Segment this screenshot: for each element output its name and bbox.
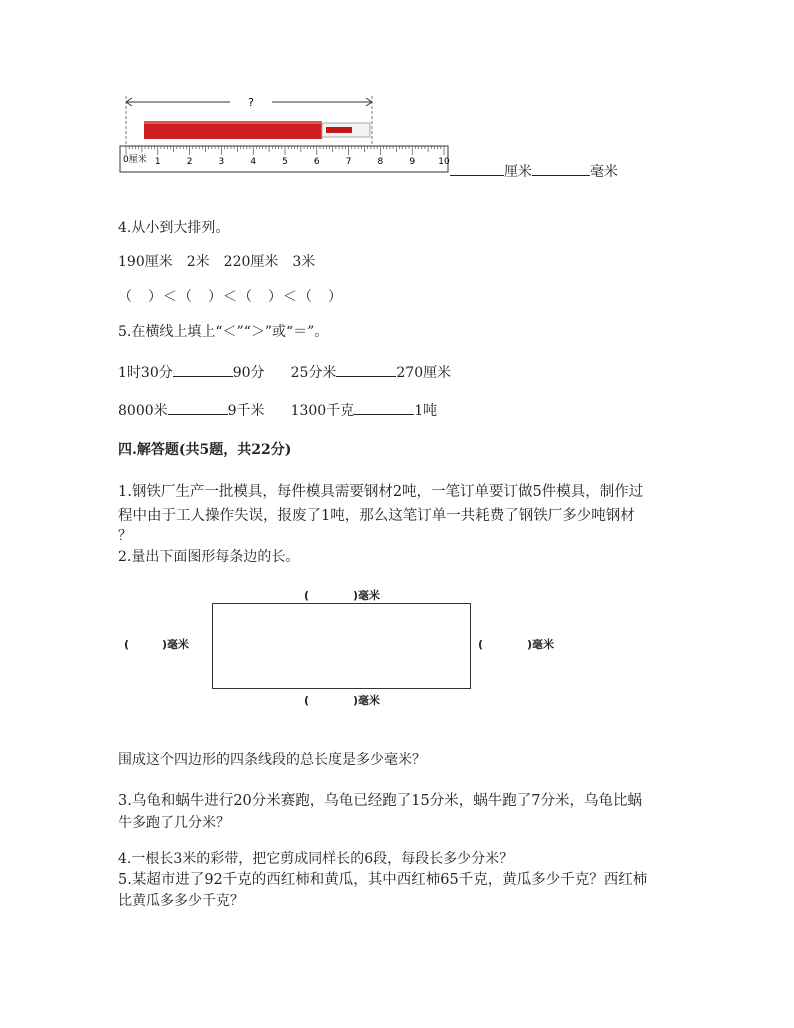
q4-order-row[interactable]: （ ）＜（ ）＜（ ）＜（ ） bbox=[118, 289, 343, 305]
ruler-tick-label: 7 bbox=[345, 157, 352, 167]
q4-item: 190厘米 bbox=[118, 254, 173, 270]
compare-blank[interactable] bbox=[173, 362, 233, 377]
q5-row1 bbox=[118, 362, 451, 382]
rect-bottom-label[interactable]: ( )毫米 bbox=[304, 694, 381, 707]
compare-right: 1吨 bbox=[414, 403, 438, 419]
ruler-zero-label: 0厘米 bbox=[123, 155, 147, 165]
ruler-tick-label: 2 bbox=[186, 157, 193, 167]
compare-left: 8000米 bbox=[118, 403, 168, 419]
ruler-tick-label: 6 bbox=[313, 157, 320, 167]
q4-title: 4.从小到大排列。 bbox=[118, 220, 230, 236]
compare-right: 90分 bbox=[232, 365, 265, 381]
q4-items bbox=[118, 253, 315, 271]
ruler-tick-label: 9 bbox=[409, 157, 416, 167]
compare-blank[interactable] bbox=[336, 362, 396, 377]
compare-left: 1300千克 bbox=[290, 403, 355, 419]
rect-left-label[interactable]: ( )毫米 bbox=[124, 638, 190, 651]
ruler-tick-label: 1 bbox=[154, 157, 161, 167]
mm-blank[interactable] bbox=[532, 161, 590, 176]
section-heading: 四.解答题(共5题，共22分) bbox=[118, 442, 292, 458]
q5-row2 bbox=[118, 400, 437, 420]
q4-item: 2米 bbox=[186, 254, 210, 270]
q4-item: 220厘米 bbox=[223, 254, 279, 270]
compare-right: 9千米 bbox=[227, 403, 265, 419]
cm-blank[interactable] bbox=[450, 161, 504, 176]
ruler-answer-row bbox=[450, 161, 618, 181]
measure-label: ? bbox=[248, 96, 254, 109]
ruler-figure bbox=[118, 92, 454, 180]
problem-1-line2: 程中由于工人操作失误，报废了1吨，那么这笔订单一共耗费了钢铁厂多少吨钢材 bbox=[118, 508, 635, 524]
problem-3-line2: 牛多跑了几分米？ bbox=[118, 815, 230, 831]
problem-4: 4.一根长3米的彩带，把它剪成同样长的6段，每段长多少分米？ bbox=[118, 851, 514, 867]
problem-2-question: 围成这个四边形的四条线段的总长度是多少毫米？ bbox=[118, 752, 426, 768]
ruler-tick-label: 8 bbox=[377, 157, 384, 167]
compare-blank[interactable] bbox=[354, 400, 414, 415]
problem-3-line1: 3.乌龟和蜗牛进行20分米赛跑，乌龟已经跑了15分米，蜗牛跑了7分米，乌龟比蜗 bbox=[118, 793, 642, 809]
cm-unit: 厘米 bbox=[504, 164, 532, 180]
compare-left: 1时30分 bbox=[118, 365, 173, 381]
problem-5-line1: 5.某超市进了92千克的西红柿和黄瓜，其中西红柿65千克，黄瓜多少千克？西红柿 bbox=[118, 872, 648, 888]
problem-5-line2: 比黄瓜多多少千克？ bbox=[118, 893, 244, 909]
compare-right: 270厘米 bbox=[396, 365, 452, 381]
rect-top-label[interactable]: ( )毫米 bbox=[304, 589, 381, 602]
q4-item: 3米 bbox=[292, 254, 316, 270]
rectangle-figure bbox=[212, 603, 471, 689]
mm-unit: 毫米 bbox=[590, 164, 618, 180]
ruler-tick-label: 3 bbox=[218, 157, 225, 167]
problem-1-line1: 1.钢铁厂生产一批模具，每件模具需要钢材2吨，一笔订单要订做5件模具，制作过 bbox=[118, 484, 644, 500]
ruler-tick-label: 10 bbox=[438, 157, 450, 167]
q5-title: 5.在横线上填上“＜”“＞”或“＝”。 bbox=[118, 324, 329, 340]
ruler-tick-label: 5 bbox=[282, 157, 288, 167]
problem-2-title: 2.量出下面图形每条边的长。 bbox=[118, 549, 300, 565]
problem-1-line3: ？ bbox=[118, 528, 132, 544]
rect-right-label[interactable]: ( )毫米 bbox=[478, 638, 555, 651]
compare-blank[interactable] bbox=[168, 400, 228, 415]
compare-left: 25分米 bbox=[290, 365, 337, 381]
ruler-tick-label: 4 bbox=[250, 157, 257, 167]
